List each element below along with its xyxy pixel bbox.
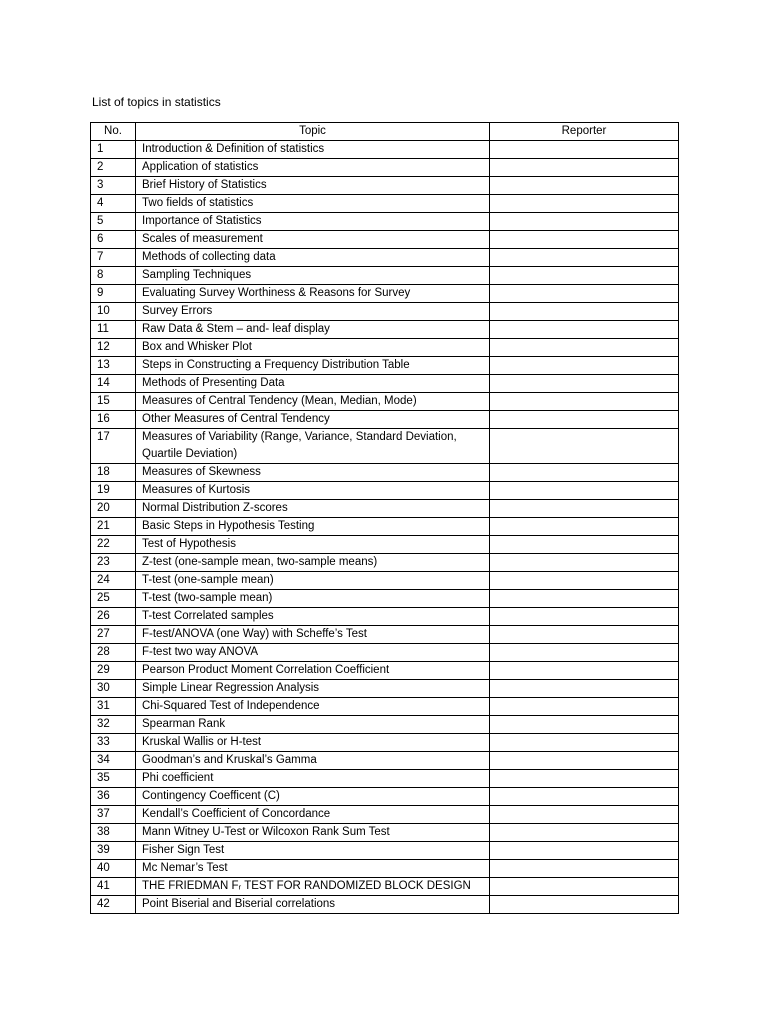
table-row	[91, 806, 679, 824]
row-reporter-cell	[490, 608, 679, 626]
row-reporter-cell	[490, 285, 679, 303]
row-number-cell: 37	[91, 806, 136, 824]
row-topic-cell: Normal Distribution Z-scores	[136, 500, 490, 518]
table-row	[91, 626, 679, 644]
row-number-cell: 9	[91, 285, 136, 303]
row-number-cell: 1	[91, 141, 136, 159]
row-topic-cell: T-test (one-sample mean)	[136, 572, 490, 590]
row-number-cell: 8	[91, 267, 136, 285]
row-reporter-cell	[490, 860, 679, 878]
row-topic-cell: Scales of measurement	[136, 231, 490, 249]
table-row	[91, 303, 679, 321]
table-row	[91, 878, 679, 896]
row-number-cell: 5	[91, 213, 136, 231]
row-number-cell: 40	[91, 860, 136, 878]
row-reporter-cell	[490, 357, 679, 375]
row-reporter-cell	[490, 698, 679, 716]
row-reporter-cell	[490, 626, 679, 644]
row-reporter-cell	[490, 411, 679, 429]
row-number-cell: 29	[91, 662, 136, 680]
row-reporter-cell	[490, 213, 679, 231]
row-number-cell: 17	[91, 429, 136, 464]
row-reporter-cell	[490, 536, 679, 554]
row-number-cell: 28	[91, 644, 136, 662]
table-row	[91, 464, 679, 482]
row-topic-cell: Goodman’s and Kruskal’s Gamma	[136, 752, 490, 770]
table-row	[91, 572, 679, 590]
row-topic-cell: Survey Errors	[136, 303, 490, 321]
row-number-cell: 36	[91, 788, 136, 806]
table-row	[91, 734, 679, 752]
row-reporter-cell	[490, 824, 679, 842]
row-topic-cell: Two fields of statistics	[136, 195, 490, 213]
row-reporter-cell	[490, 572, 679, 590]
table-row	[91, 321, 679, 339]
row-topic-cell: Importance of Statistics	[136, 213, 490, 231]
header-topic: Topic	[136, 123, 490, 141]
row-number-cell: 10	[91, 303, 136, 321]
table-row	[91, 213, 679, 231]
row-number-cell: 23	[91, 554, 136, 572]
table-row	[91, 554, 679, 572]
row-topic-cell: Test of Hypothesis	[136, 536, 490, 554]
row-topic-cell: Chi-Squared Test of Independence	[136, 698, 490, 716]
row-reporter-cell	[490, 554, 679, 572]
row-reporter-cell	[490, 303, 679, 321]
row-topic-cell: T-test (two-sample mean)	[136, 590, 490, 608]
row-number-cell: 18	[91, 464, 136, 482]
row-topic-cell: Raw Data & Stem – and- leaf display	[136, 321, 490, 339]
table-row	[91, 770, 679, 788]
table-body	[91, 141, 679, 914]
row-reporter-cell	[490, 770, 679, 788]
table-row	[91, 267, 679, 285]
row-number-cell: 35	[91, 770, 136, 788]
table-row	[91, 662, 679, 680]
row-reporter-cell	[490, 590, 679, 608]
row-topic-cell: Simple Linear Regression Analysis	[136, 680, 490, 698]
row-number-cell: 15	[91, 393, 136, 411]
row-number-cell: 14	[91, 375, 136, 393]
row-number-cell: 41	[91, 878, 136, 896]
row-number-cell: 4	[91, 195, 136, 213]
table-row	[91, 249, 679, 267]
table-row	[91, 716, 679, 734]
table-row	[91, 536, 679, 554]
row-reporter-cell	[490, 680, 679, 698]
table-row	[91, 285, 679, 303]
row-topic-cell: Box and Whisker Plot	[136, 339, 490, 357]
row-topic-cell: Fisher Sign Test	[136, 842, 490, 860]
row-reporter-cell	[490, 752, 679, 770]
row-topic-cell: Steps in Constructing a Frequency Distribution Table	[136, 357, 490, 375]
table-row	[91, 644, 679, 662]
row-topic-cell: Pearson Product Moment Correlation Coefficient	[136, 662, 490, 680]
row-topic-cell: Other Measures of Central Tendency	[136, 411, 490, 429]
table-row	[91, 482, 679, 500]
row-reporter-cell	[490, 788, 679, 806]
row-number-cell: 42	[91, 896, 136, 914]
row-reporter-cell	[490, 267, 679, 285]
table-row	[91, 500, 679, 518]
row-reporter-cell	[490, 716, 679, 734]
row-topic-cell: Brief History of Statistics	[136, 177, 490, 195]
row-number-cell: 39	[91, 842, 136, 860]
table-row	[91, 518, 679, 536]
row-number-cell: 25	[91, 590, 136, 608]
header-reporter: Reporter	[490, 123, 679, 141]
row-topic-cell: Measures of Variability (Range, Variance, Standard Deviation, Quartile Deviation)	[136, 429, 490, 464]
row-number-cell: 38	[91, 824, 136, 842]
table-row	[91, 842, 679, 860]
row-reporter-cell	[490, 842, 679, 860]
table-row	[91, 698, 679, 716]
table-row	[91, 393, 679, 411]
row-reporter-cell	[490, 429, 679, 464]
row-number-cell: 2	[91, 159, 136, 177]
row-reporter-cell	[490, 464, 679, 482]
table-row	[91, 195, 679, 213]
row-topic-cell: THE FRIEDMAN Fᵣ TEST FOR RANDOMIZED BLOCK DESIGN	[136, 878, 490, 896]
header-no: No.	[91, 123, 136, 141]
row-number-cell: 30	[91, 680, 136, 698]
topics-table	[90, 122, 679, 914]
row-reporter-cell	[490, 177, 679, 195]
row-topic-cell: Phi coefficient	[136, 770, 490, 788]
row-number-cell: 33	[91, 734, 136, 752]
row-topic-cell: Evaluating Survey Worthiness & Reasons for Survey	[136, 285, 490, 303]
row-topic-cell: T-test Correlated samples	[136, 608, 490, 626]
table-row	[91, 788, 679, 806]
table-row	[91, 177, 679, 195]
row-number-cell: 12	[91, 339, 136, 357]
row-topic-cell: F-test/ANOVA (one Way) with Scheffe’s Test	[136, 626, 490, 644]
row-topic-cell: Mc Nemar’s Test	[136, 860, 490, 878]
table-row	[91, 141, 679, 159]
row-number-cell: 3	[91, 177, 136, 195]
row-topic-cell: Contingency Coefficent (C)	[136, 788, 490, 806]
table-row	[91, 824, 679, 842]
table-row	[91, 860, 679, 878]
table-row	[91, 590, 679, 608]
row-number-cell: 20	[91, 500, 136, 518]
row-reporter-cell	[490, 896, 679, 914]
table-row	[91, 896, 679, 914]
table-row	[91, 339, 679, 357]
row-topic-cell: Measures of Skewness	[136, 464, 490, 482]
row-number-cell: 34	[91, 752, 136, 770]
row-topic-cell: Measures of Central Tendency (Mean, Median, Mode)	[136, 393, 490, 411]
row-topic-cell: Methods of collecting data	[136, 249, 490, 267]
row-number-cell: 26	[91, 608, 136, 626]
table-row	[91, 429, 679, 464]
row-number-cell: 16	[91, 411, 136, 429]
table-header-row	[91, 123, 679, 141]
table-row	[91, 159, 679, 177]
row-reporter-cell	[490, 806, 679, 824]
row-reporter-cell	[490, 249, 679, 267]
table-row	[91, 411, 679, 429]
row-topic-cell: Measures of Kurtosis	[136, 482, 490, 500]
row-topic-cell: Mann Witney U-Test or Wilcoxon Rank Sum Test	[136, 824, 490, 842]
row-reporter-cell	[490, 662, 679, 680]
row-reporter-cell	[490, 231, 679, 249]
row-number-cell: 27	[91, 626, 136, 644]
row-number-cell: 24	[91, 572, 136, 590]
row-reporter-cell	[490, 375, 679, 393]
table-row	[91, 608, 679, 626]
table-row	[91, 375, 679, 393]
row-number-cell: 32	[91, 716, 136, 734]
row-reporter-cell	[490, 518, 679, 536]
row-topic-cell: Methods of Presenting Data	[136, 375, 490, 393]
row-number-cell: 13	[91, 357, 136, 375]
row-topic-cell: Introduction & Definition of statistics	[136, 141, 490, 159]
row-reporter-cell	[490, 878, 679, 896]
row-topic-cell: Point Biserial and Biserial correlations	[136, 896, 490, 914]
row-number-cell: 11	[91, 321, 136, 339]
row-reporter-cell	[490, 734, 679, 752]
row-reporter-cell	[490, 321, 679, 339]
row-reporter-cell	[490, 393, 679, 411]
row-number-cell: 6	[91, 231, 136, 249]
row-reporter-cell	[490, 195, 679, 213]
row-topic-cell: Basic Steps in Hypothesis Testing	[136, 518, 490, 536]
row-reporter-cell	[490, 644, 679, 662]
row-topic-cell: Sampling Techniques	[136, 267, 490, 285]
row-number-cell: 19	[91, 482, 136, 500]
row-number-cell: 31	[91, 698, 136, 716]
row-number-cell: 22	[91, 536, 136, 554]
table-row	[91, 357, 679, 375]
row-number-cell: 7	[91, 249, 136, 267]
row-topic-cell: Kruskal Wallis or H-test	[136, 734, 490, 752]
table-row	[91, 752, 679, 770]
row-topic-cell: Kendall’s Coefficient of Concordance	[136, 806, 490, 824]
row-topic-cell: Application of statistics	[136, 159, 490, 177]
row-reporter-cell	[490, 339, 679, 357]
row-topic-cell: F-test two way ANOVA	[136, 644, 490, 662]
row-number-cell: 21	[91, 518, 136, 536]
row-reporter-cell	[490, 500, 679, 518]
row-reporter-cell	[490, 159, 679, 177]
document-title: List of topics in statistics	[92, 95, 221, 109]
table-row	[91, 231, 679, 249]
row-reporter-cell	[490, 482, 679, 500]
row-topic-cell: Spearman Rank	[136, 716, 490, 734]
row-reporter-cell	[490, 141, 679, 159]
table-row	[91, 680, 679, 698]
row-topic-cell: Z-test (one-sample mean, two-sample means)	[136, 554, 490, 572]
